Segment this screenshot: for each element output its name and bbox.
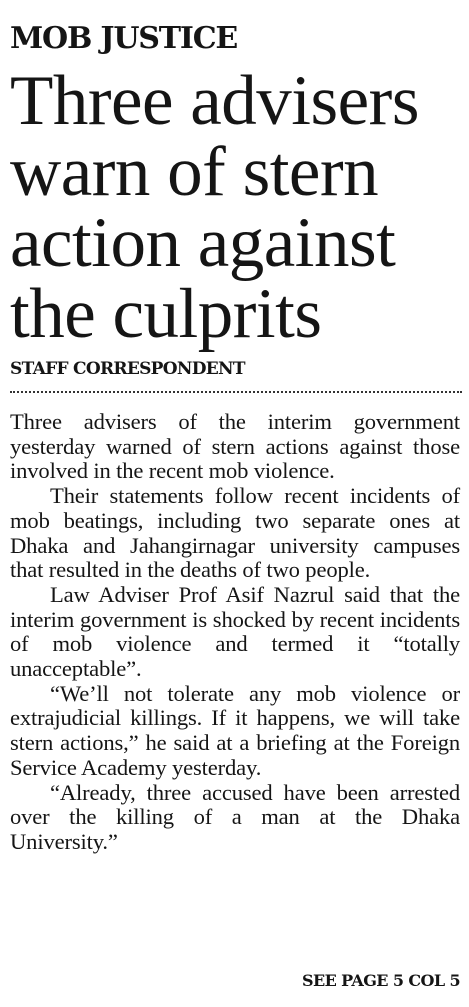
body-paragraph: “Already, three accused have been arrested over the killing of a man at the Dhaka University.” <box>10 779 460 854</box>
dotted-divider <box>10 391 462 393</box>
article-byline: STAFF CORRESPONDENT <box>10 359 245 379</box>
body-paragraph: Their statements follow recent incidents of mob beatings, including two separate ones at Dhaka and Jahangirnagar university campuses that resulted in the deaths of two people. <box>10 483 460 583</box>
body-paragraph: Law Adviser Prof Asif Nazrul said that the interim government is shocked by recent incidents of mob violence and termed it “totally unacceptable”. <box>10 581 460 682</box>
article-body <box>10 410 460 855</box>
headline-line: action against <box>10 204 396 282</box>
continuation-note: SEE PAGE 5 COL 5 <box>302 971 460 990</box>
body-paragraph: Three advisers of the interim government yesterday warned of stern actions against those involved in the recent mob violence. <box>10 409 460 484</box>
headline-line: the culprits <box>10 275 322 353</box>
headline-line: Three advisers <box>10 62 419 140</box>
body-paragraph: “We’ll not tolerate any mob violence or extrajudicial killings. If it happens, we will take stern actions,” he said at a briefing at the Foreign Service Academy yesterday. <box>10 680 460 780</box>
headline-line: warn of stern <box>10 133 379 211</box>
article-headline <box>10 62 465 353</box>
article-kicker: MOB JUSTICE <box>10 21 238 56</box>
